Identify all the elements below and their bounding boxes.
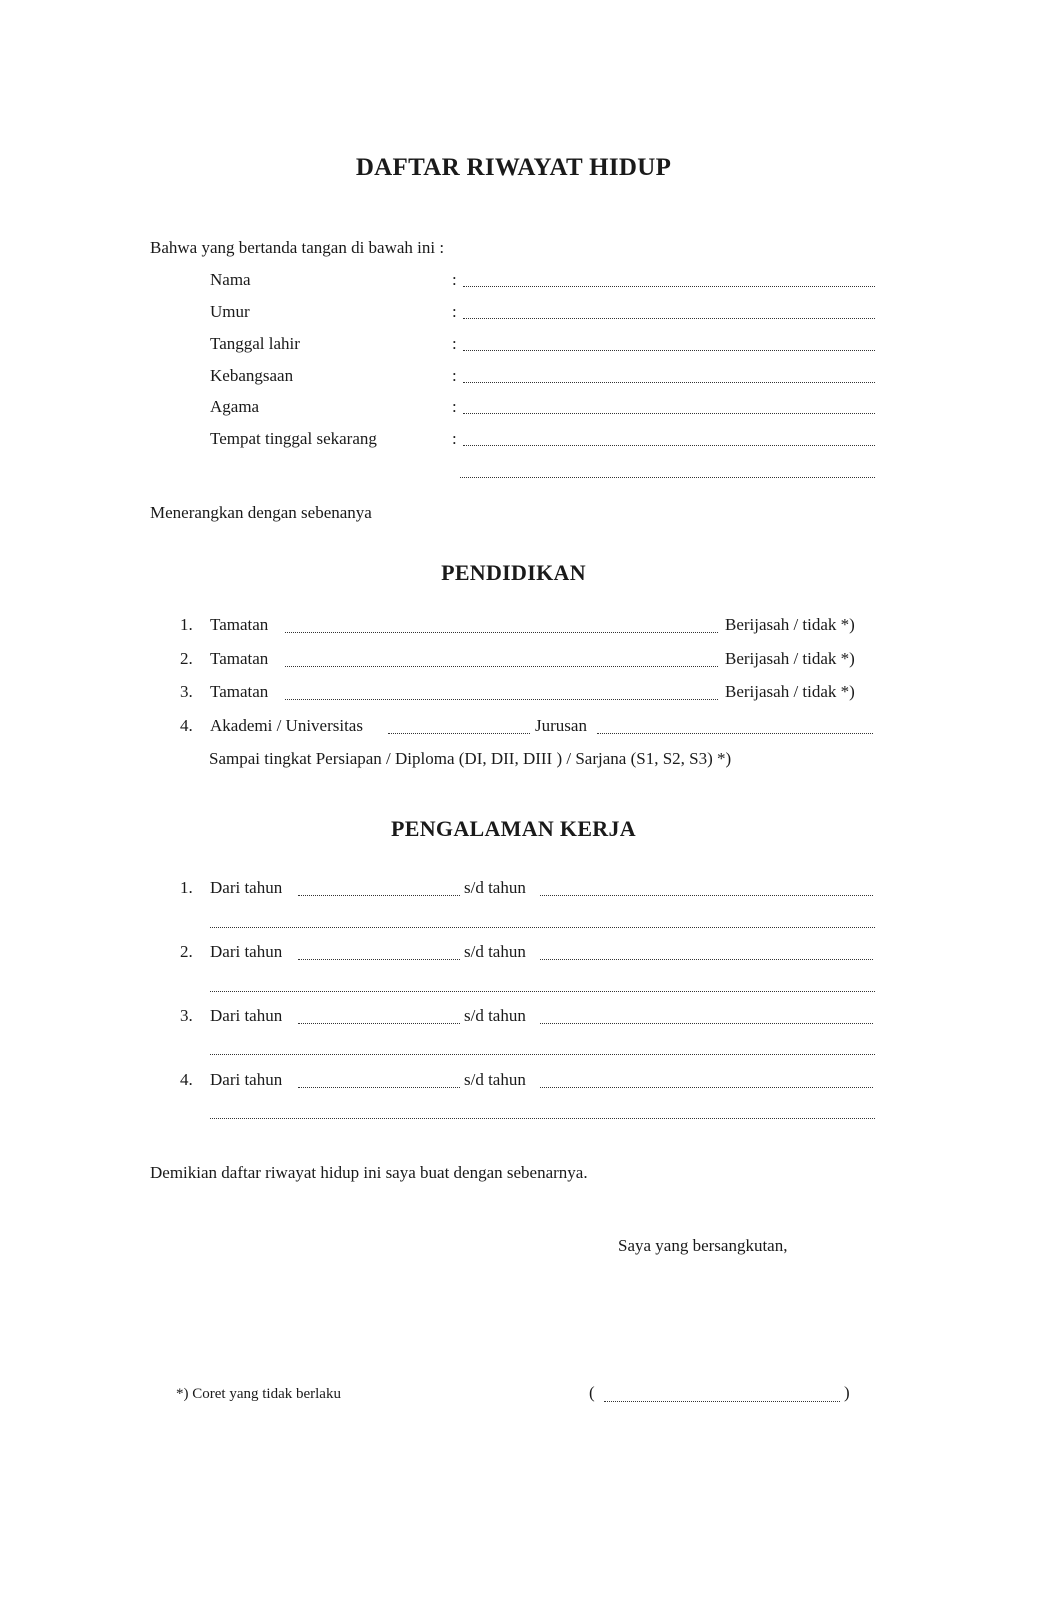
list-number: 4.	[180, 716, 193, 735]
education-input-3[interactable]	[285, 699, 718, 700]
work-to-label: s/d tahun	[464, 1006, 526, 1025]
field-colon: :	[452, 334, 457, 353]
education-label: Tamatan	[210, 682, 269, 701]
list-number: 2.	[180, 649, 193, 668]
work-to-label: s/d tahun	[464, 1070, 526, 1089]
work-from-label: Dari tahun	[210, 1070, 283, 1089]
field-label-tempat-tinggal: Tempat tinggal sekarang	[210, 429, 377, 448]
education-input-1[interactable]	[285, 632, 718, 633]
work-from-label: Dari tahun	[210, 878, 283, 897]
signature-close-paren: )	[844, 1383, 850, 1402]
work-to-input-4[interactable]	[540, 1087, 873, 1088]
field-colon: :	[452, 429, 457, 448]
field-colon: :	[452, 302, 457, 321]
work-detail-input-3[interactable]	[210, 1054, 875, 1055]
work-from-label: Dari tahun	[210, 1006, 283, 1025]
statement-text: Menerangkan dengan sebenanya	[150, 503, 372, 522]
work-to-label: s/d tahun	[464, 878, 526, 897]
work-from-input-2[interactable]	[298, 959, 460, 960]
work-from-label: Dari tahun	[210, 942, 283, 961]
education-suffix: Berijasah / tidak *)	[725, 649, 855, 668]
field-input-tempat-tinggal[interactable]	[463, 445, 875, 446]
work-detail-input-4[interactable]	[210, 1118, 875, 1119]
education-heading: PENDIDIKAN	[441, 560, 586, 585]
field-label-tanggal-lahir: Tanggal lahir	[210, 334, 300, 353]
list-number: 4.	[180, 1070, 193, 1089]
signature-label: Saya yang bersangkutan,	[618, 1236, 788, 1255]
education-label: Tamatan	[210, 649, 269, 668]
field-label-kebangsaan: Kebangsaan	[210, 366, 294, 385]
field-label-agama: Agama	[210, 397, 260, 416]
page-title: DAFTAR RIWAYAT HIDUP	[355, 154, 672, 181]
field-input-tempat-tinggal-line2[interactable]	[460, 477, 875, 478]
university-label: Akademi / Universitas	[210, 716, 363, 735]
work-detail-input-2[interactable]	[210, 991, 875, 992]
education-suffix: Berijasah / tidak *)	[725, 682, 855, 701]
list-number: 3.	[180, 1006, 193, 1025]
intro-text: Bahwa yang bertanda tangan di bawah ini :	[150, 238, 445, 257]
list-number: 1.	[180, 878, 193, 897]
work-to-input-3[interactable]	[540, 1023, 873, 1024]
field-input-kebangsaan[interactable]	[463, 382, 875, 383]
education-suffix: Berijasah / tidak *)	[725, 615, 855, 634]
university-input[interactable]	[388, 733, 530, 734]
list-number: 3.	[180, 682, 193, 701]
footnote: *) Coret yang tidak berlaku	[176, 1386, 341, 1402]
field-input-tanggal-lahir[interactable]	[463, 350, 875, 351]
work-to-input-2[interactable]	[540, 959, 873, 960]
major-label: Jurusan	[535, 716, 587, 735]
field-label-umur: Umur	[210, 302, 250, 321]
signature-name-input[interactable]	[604, 1401, 840, 1402]
field-input-agama[interactable]	[463, 413, 875, 414]
list-number: 1.	[180, 615, 193, 634]
field-colon: :	[452, 270, 457, 289]
work-from-input-3[interactable]	[298, 1023, 460, 1024]
field-colon: :	[452, 397, 457, 416]
field-input-umur[interactable]	[463, 318, 875, 319]
work-from-input-1[interactable]	[298, 895, 460, 896]
closing-text: Demikian daftar riwayat hidup ini saya buat dengan sebenarnya.	[150, 1163, 588, 1182]
field-label-nama: Nama	[210, 270, 251, 289]
education-input-2[interactable]	[285, 666, 718, 667]
signature-open-paren: (	[589, 1383, 595, 1402]
field-input-nama[interactable]	[463, 286, 875, 287]
work-heading: PENGALAMAN KERJA	[391, 816, 636, 841]
field-colon: :	[452, 366, 457, 385]
work-detail-input-1[interactable]	[210, 927, 875, 928]
major-input[interactable]	[597, 733, 873, 734]
education-label: Tamatan	[210, 615, 269, 634]
work-from-input-4[interactable]	[298, 1087, 460, 1088]
education-level-note: Sampai tingkat Persiapan / Diploma (DI, DII, DIII ) / Sarjana (S1, S2, S3) *)	[209, 749, 732, 768]
work-to-input-1[interactable]	[540, 895, 873, 896]
list-number: 2.	[180, 942, 193, 961]
work-to-label: s/d tahun	[464, 942, 526, 961]
